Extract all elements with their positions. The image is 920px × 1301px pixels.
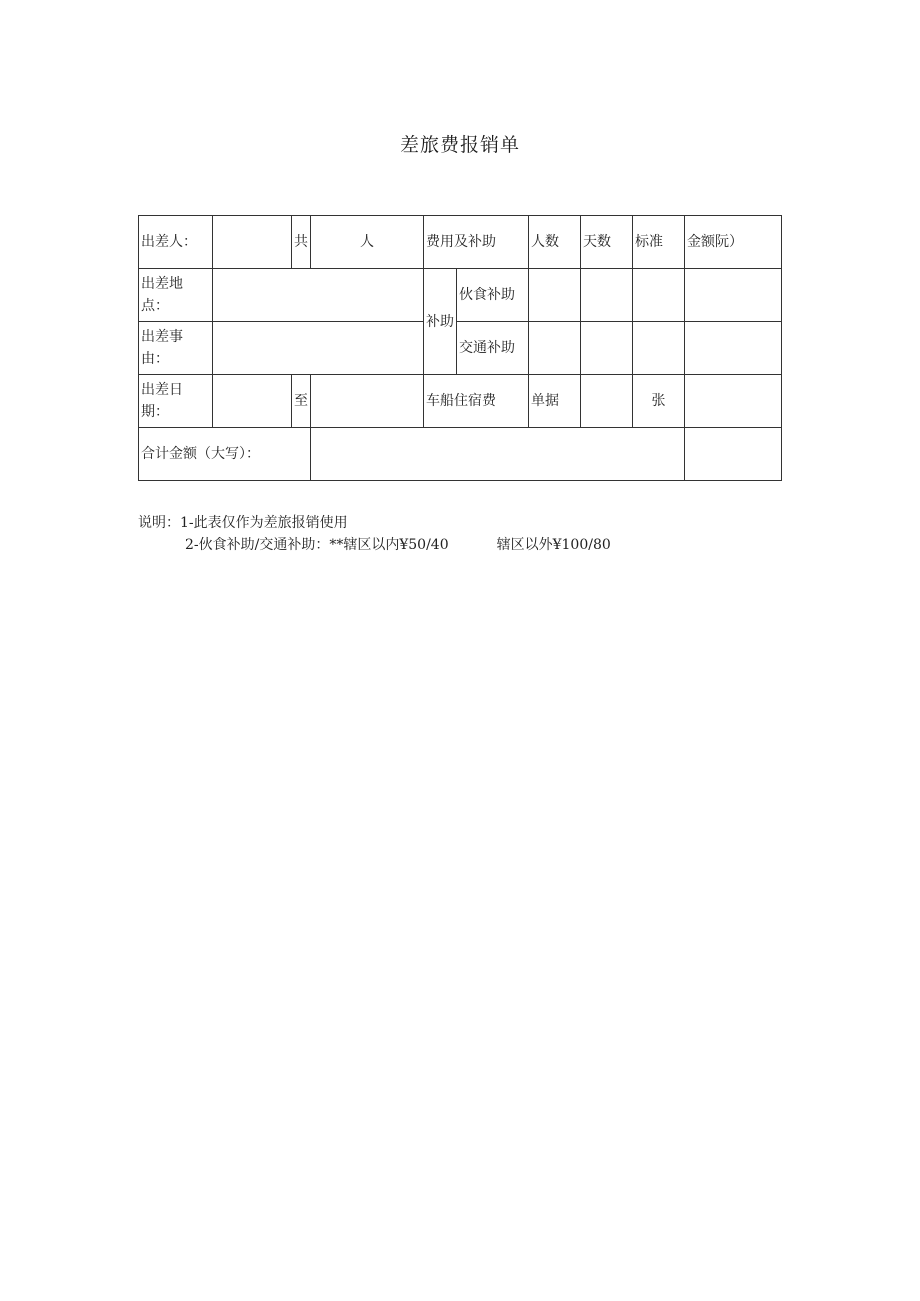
- date-label: 出差日期：: [139, 375, 213, 428]
- transport-standard-field[interactable]: [633, 322, 685, 375]
- standard-header: 标准: [633, 216, 685, 269]
- lodging-amount-field[interactable]: [685, 375, 782, 428]
- notes-block: [138, 512, 611, 556]
- note-line-1: 说明：1-此表仅作为差旅报销使用: [138, 515, 348, 531]
- start-date-field[interactable]: [213, 375, 292, 428]
- expense-header: 费用及补助: [424, 216, 529, 269]
- meal-standard-field[interactable]: [633, 269, 685, 322]
- meal-subsidy-label: 伙食补助: [457, 269, 529, 322]
- headcount-header: 人数: [529, 216, 581, 269]
- traveler-name-field[interactable]: [213, 216, 292, 269]
- date-to-label: 至: [292, 375, 311, 428]
- form-row-dates: [139, 375, 782, 428]
- form-row-destination: [139, 269, 782, 322]
- transport-subsidy-label: 交通补助: [457, 322, 529, 375]
- transport-headcount-field[interactable]: [529, 322, 581, 375]
- people-unit-label: 人: [311, 216, 424, 269]
- traveler-label: 出差人：: [139, 216, 213, 269]
- transport-days-field[interactable]: [581, 322, 633, 375]
- note-line-2-inside: 2-伙食补助/交通补助：**辖区以内¥50/40: [185, 537, 449, 553]
- days-header: 天数: [581, 216, 633, 269]
- reimbursement-form-table: [138, 215, 782, 481]
- amount-header: 金额阮）: [685, 216, 782, 269]
- total-amount-label: 合计金额（大写）：: [139, 428, 311, 481]
- form-row-traveler: [139, 216, 782, 269]
- reason-field[interactable]: [213, 322, 424, 375]
- receipts-label: 单据: [529, 375, 581, 428]
- total-amount-words-field[interactable]: [311, 428, 685, 481]
- receipts-count-field[interactable]: [581, 375, 633, 428]
- transport-amount-field[interactable]: [685, 322, 782, 375]
- reason-label: 出差事由：: [139, 322, 213, 375]
- total-prefix-label: 共: [292, 216, 311, 269]
- lodging-label: 车船住宿费: [424, 375, 529, 428]
- meal-days-field[interactable]: [581, 269, 633, 322]
- subsidy-label: 补助: [424, 269, 457, 375]
- destination-label: 出差地点：: [139, 269, 213, 322]
- sheets-unit-label: 张: [633, 375, 685, 428]
- form-row-total: [139, 428, 782, 481]
- meal-amount-field[interactable]: [685, 269, 782, 322]
- document-title: 差旅费报销单: [399, 134, 520, 156]
- note-line-2-outside: 辖区以外¥100/80: [496, 537, 611, 553]
- end-date-field[interactable]: [311, 375, 424, 428]
- meal-headcount-field[interactable]: [529, 269, 581, 322]
- total-amount-field[interactable]: [685, 428, 782, 481]
- destination-field[interactable]: [213, 269, 424, 322]
- form-row-reason: [139, 322, 782, 375]
- note-line-2: [138, 534, 611, 556]
